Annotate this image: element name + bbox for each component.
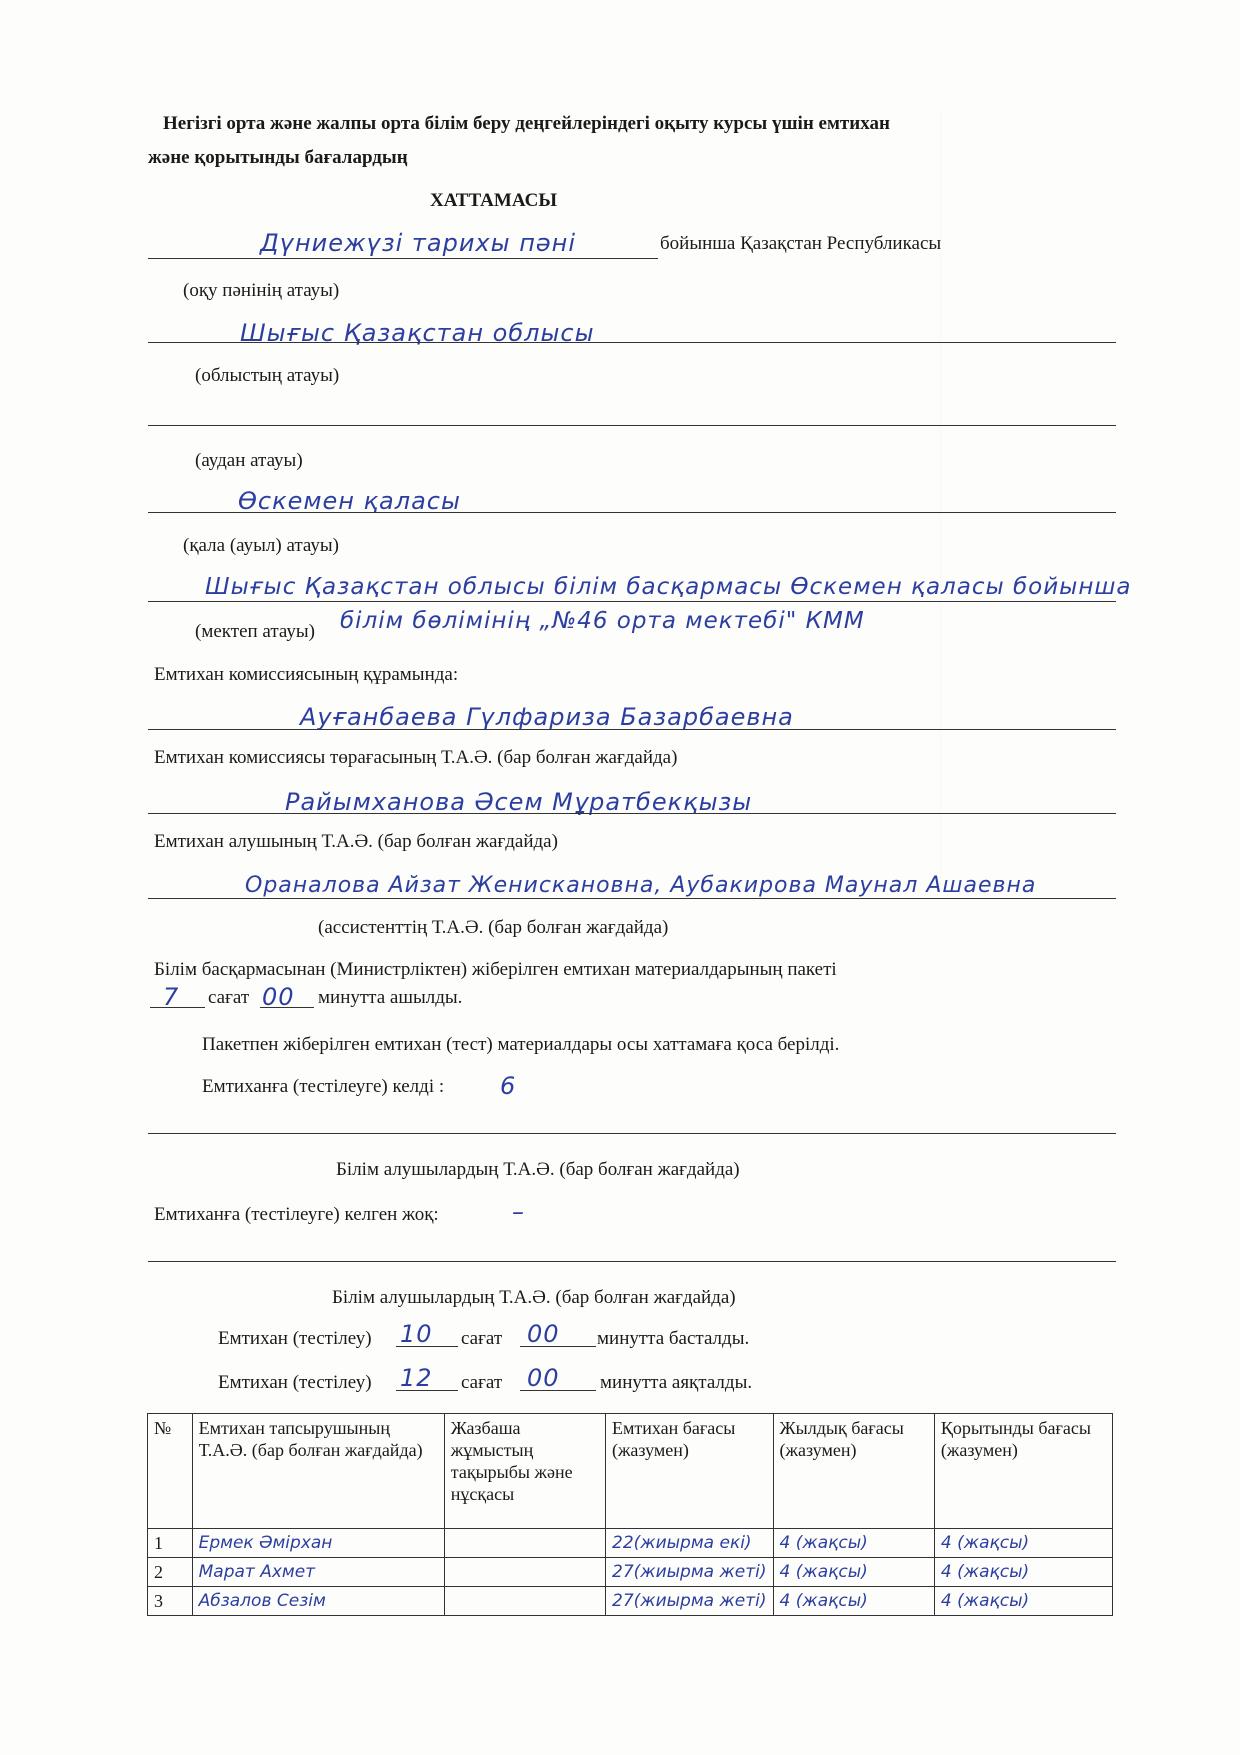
- final-grade: 4 (жақсы): [934, 1587, 1112, 1616]
- assistant-caption: (ассистенттің Т.А.Ә. (бар болған жағдайда): [318, 917, 669, 938]
- attended-label: Емтиханға (тестілеуге) келді :: [202, 1076, 445, 1097]
- end-minute-label: минутта аяқталды.: [600, 1372, 753, 1393]
- written-topic: [444, 1558, 605, 1587]
- package-minute: 00: [262, 983, 295, 1011]
- school-value-line-2: білім бөлімінің „№46 орта мектебі" КММ: [340, 608, 865, 634]
- annual-grade: 4 (жақсы): [773, 1558, 934, 1587]
- attended-caption: Білім алушылардың Т.А.Ә. (бар болған жағдайда): [336, 1159, 740, 1180]
- end-hour-label: сағат: [461, 1372, 503, 1393]
- header-annual-grade: Жылдық бағасы (жазумен): [773, 1414, 934, 1529]
- city-value: Өскемен қаласы: [238, 487, 461, 515]
- absent-caption: Білім алушылардың Т.А.Ә. (бар болған жағдайда): [332, 1287, 736, 1308]
- package-hour-label: сағат: [208, 987, 250, 1008]
- header-number: №: [148, 1414, 193, 1529]
- city-caption: (қала (ауыл) атауы): [183, 535, 339, 556]
- student-name: Марат Ахмет: [192, 1558, 444, 1587]
- start-label: Емтихан (тестілеу): [218, 1328, 372, 1349]
- start-hour-label: сағат: [461, 1328, 503, 1349]
- exam-grade: 27(жиырма жеті): [606, 1558, 774, 1587]
- package-line-1: Білім басқармасынан (Министрліктен) жіберілген емтихан материалдарының пакеті: [154, 959, 837, 980]
- examiner-line: [148, 898, 1116, 899]
- end-minute: 00: [527, 1364, 560, 1392]
- city-line: [148, 512, 1116, 513]
- row-number: 2: [148, 1558, 193, 1587]
- table-row: [148, 1587, 1113, 1616]
- grades-header-row: [148, 1414, 1113, 1529]
- attended-line: [148, 1133, 1116, 1134]
- end-label: Емтихан (тестілеу): [218, 1372, 372, 1393]
- header-student-name: Емтихан тапсырушының Т.А.Ә. (бар болған жағдайда): [192, 1414, 444, 1529]
- title-line-1: Негізгі орта және жалпы орта білім беру деңгейлеріндегі оқыту курсы үшін емтихан: [163, 113, 890, 134]
- subject-suffix: бойынша Қазақстан Республикасы: [660, 233, 942, 254]
- subject-value: Дүниежүзі тарихы пәні: [260, 229, 577, 257]
- package-minute-label: минутта ашылды.: [318, 987, 463, 1008]
- school-line: [148, 601, 1116, 602]
- district-line: [148, 425, 1116, 426]
- bleed-through-shadow: [940, 110, 1141, 890]
- start-minute: 00: [527, 1320, 560, 1348]
- annual-grade: 4 (жақсы): [773, 1529, 934, 1558]
- student-name: Ермек Әмірхан: [192, 1529, 444, 1558]
- row-number: 1: [148, 1529, 193, 1558]
- exam-grade: 27(жиырма жеті): [606, 1587, 774, 1616]
- final-grade: 4 (жақсы): [934, 1529, 1112, 1558]
- title-line-3: ХАТТАМАСЫ: [430, 190, 557, 211]
- final-grade: 4 (жақсы): [934, 1558, 1112, 1587]
- table-row: [148, 1558, 1113, 1587]
- row-number: 3: [148, 1587, 193, 1616]
- school-value-line-1: Шығыс Қазақстан облысы білім басқармасы Өскемен қаласы бойынша: [205, 574, 1132, 600]
- commission-line: [148, 729, 1116, 730]
- annual-grade: 4 (жақсы): [773, 1587, 934, 1616]
- absent-line: [148, 1261, 1116, 1262]
- package-minute-line: [260, 1007, 314, 1008]
- end-hour: 12: [400, 1364, 433, 1392]
- end-minute-line: [520, 1390, 596, 1391]
- region-value: Шығыс Қазақстан облысы: [240, 319, 595, 347]
- header-written-topic: Жазбаша жұмыстың тақырыбы және нұсқасы: [444, 1414, 605, 1529]
- table-row: [148, 1529, 1113, 1558]
- attended-value: 6: [500, 1072, 517, 1100]
- written-topic: [444, 1529, 605, 1558]
- package-line-3: Пакетпен жіберілген емтихан (тест) материалдары осы хаттамаға қоса берілді.: [202, 1034, 840, 1055]
- header-exam-grade: Емтихан бағасы (жазумен): [606, 1414, 774, 1529]
- start-hour: 10: [400, 1320, 433, 1348]
- student-name: Абзалов Сезім: [192, 1587, 444, 1616]
- end-hour-line: [396, 1390, 458, 1391]
- start-hour-line: [396, 1346, 458, 1347]
- examiner-label: Емтихан алушының Т.А.Ә. (бар болған жағдайда): [154, 831, 558, 852]
- absent-value: –: [512, 1198, 525, 1226]
- school-caption: (мектеп атауы): [195, 621, 315, 642]
- package-hour: 7: [163, 983, 180, 1011]
- chair-value: Райымханова Әсем Мұратбекқызы: [285, 788, 753, 816]
- region-line: [148, 342, 1116, 343]
- chair-line: [148, 813, 1116, 814]
- title-line-2: және қорытынды бағалардың: [148, 147, 408, 168]
- examiner-value: Ораналова Айзат Женискановна, Аубакирова Маунал Ашаевна: [245, 873, 1037, 898]
- start-minute-line: [520, 1346, 596, 1347]
- package-hour-line: [150, 1007, 205, 1008]
- region-caption: (облыстың атауы): [195, 365, 340, 386]
- commission-label: Емтихан комиссиясының құрамында:: [154, 664, 459, 685]
- header-final-grade: Қорытынды бағасы (жазумен): [934, 1414, 1112, 1529]
- grades-table: [147, 1413, 1113, 1616]
- subject-line: [148, 258, 658, 259]
- district-caption: (аудан атауы): [195, 450, 303, 471]
- exam-grade: 22(жиырма екі): [606, 1529, 774, 1558]
- subject-caption: (оқу пәнінің атауы): [183, 280, 340, 301]
- chair-label: Емтихан комиссиясы төрағасының Т.А.Ә. (бар болған жағдайда): [154, 747, 678, 768]
- start-minute-label: минутта басталды.: [597, 1328, 750, 1349]
- absent-label: Емтиханға (тестілеуге) келген жоқ:: [154, 1204, 439, 1225]
- commission-value: Ауғанбаева Гүлфариза Базарбаевна: [300, 703, 794, 731]
- written-topic: [444, 1587, 605, 1616]
